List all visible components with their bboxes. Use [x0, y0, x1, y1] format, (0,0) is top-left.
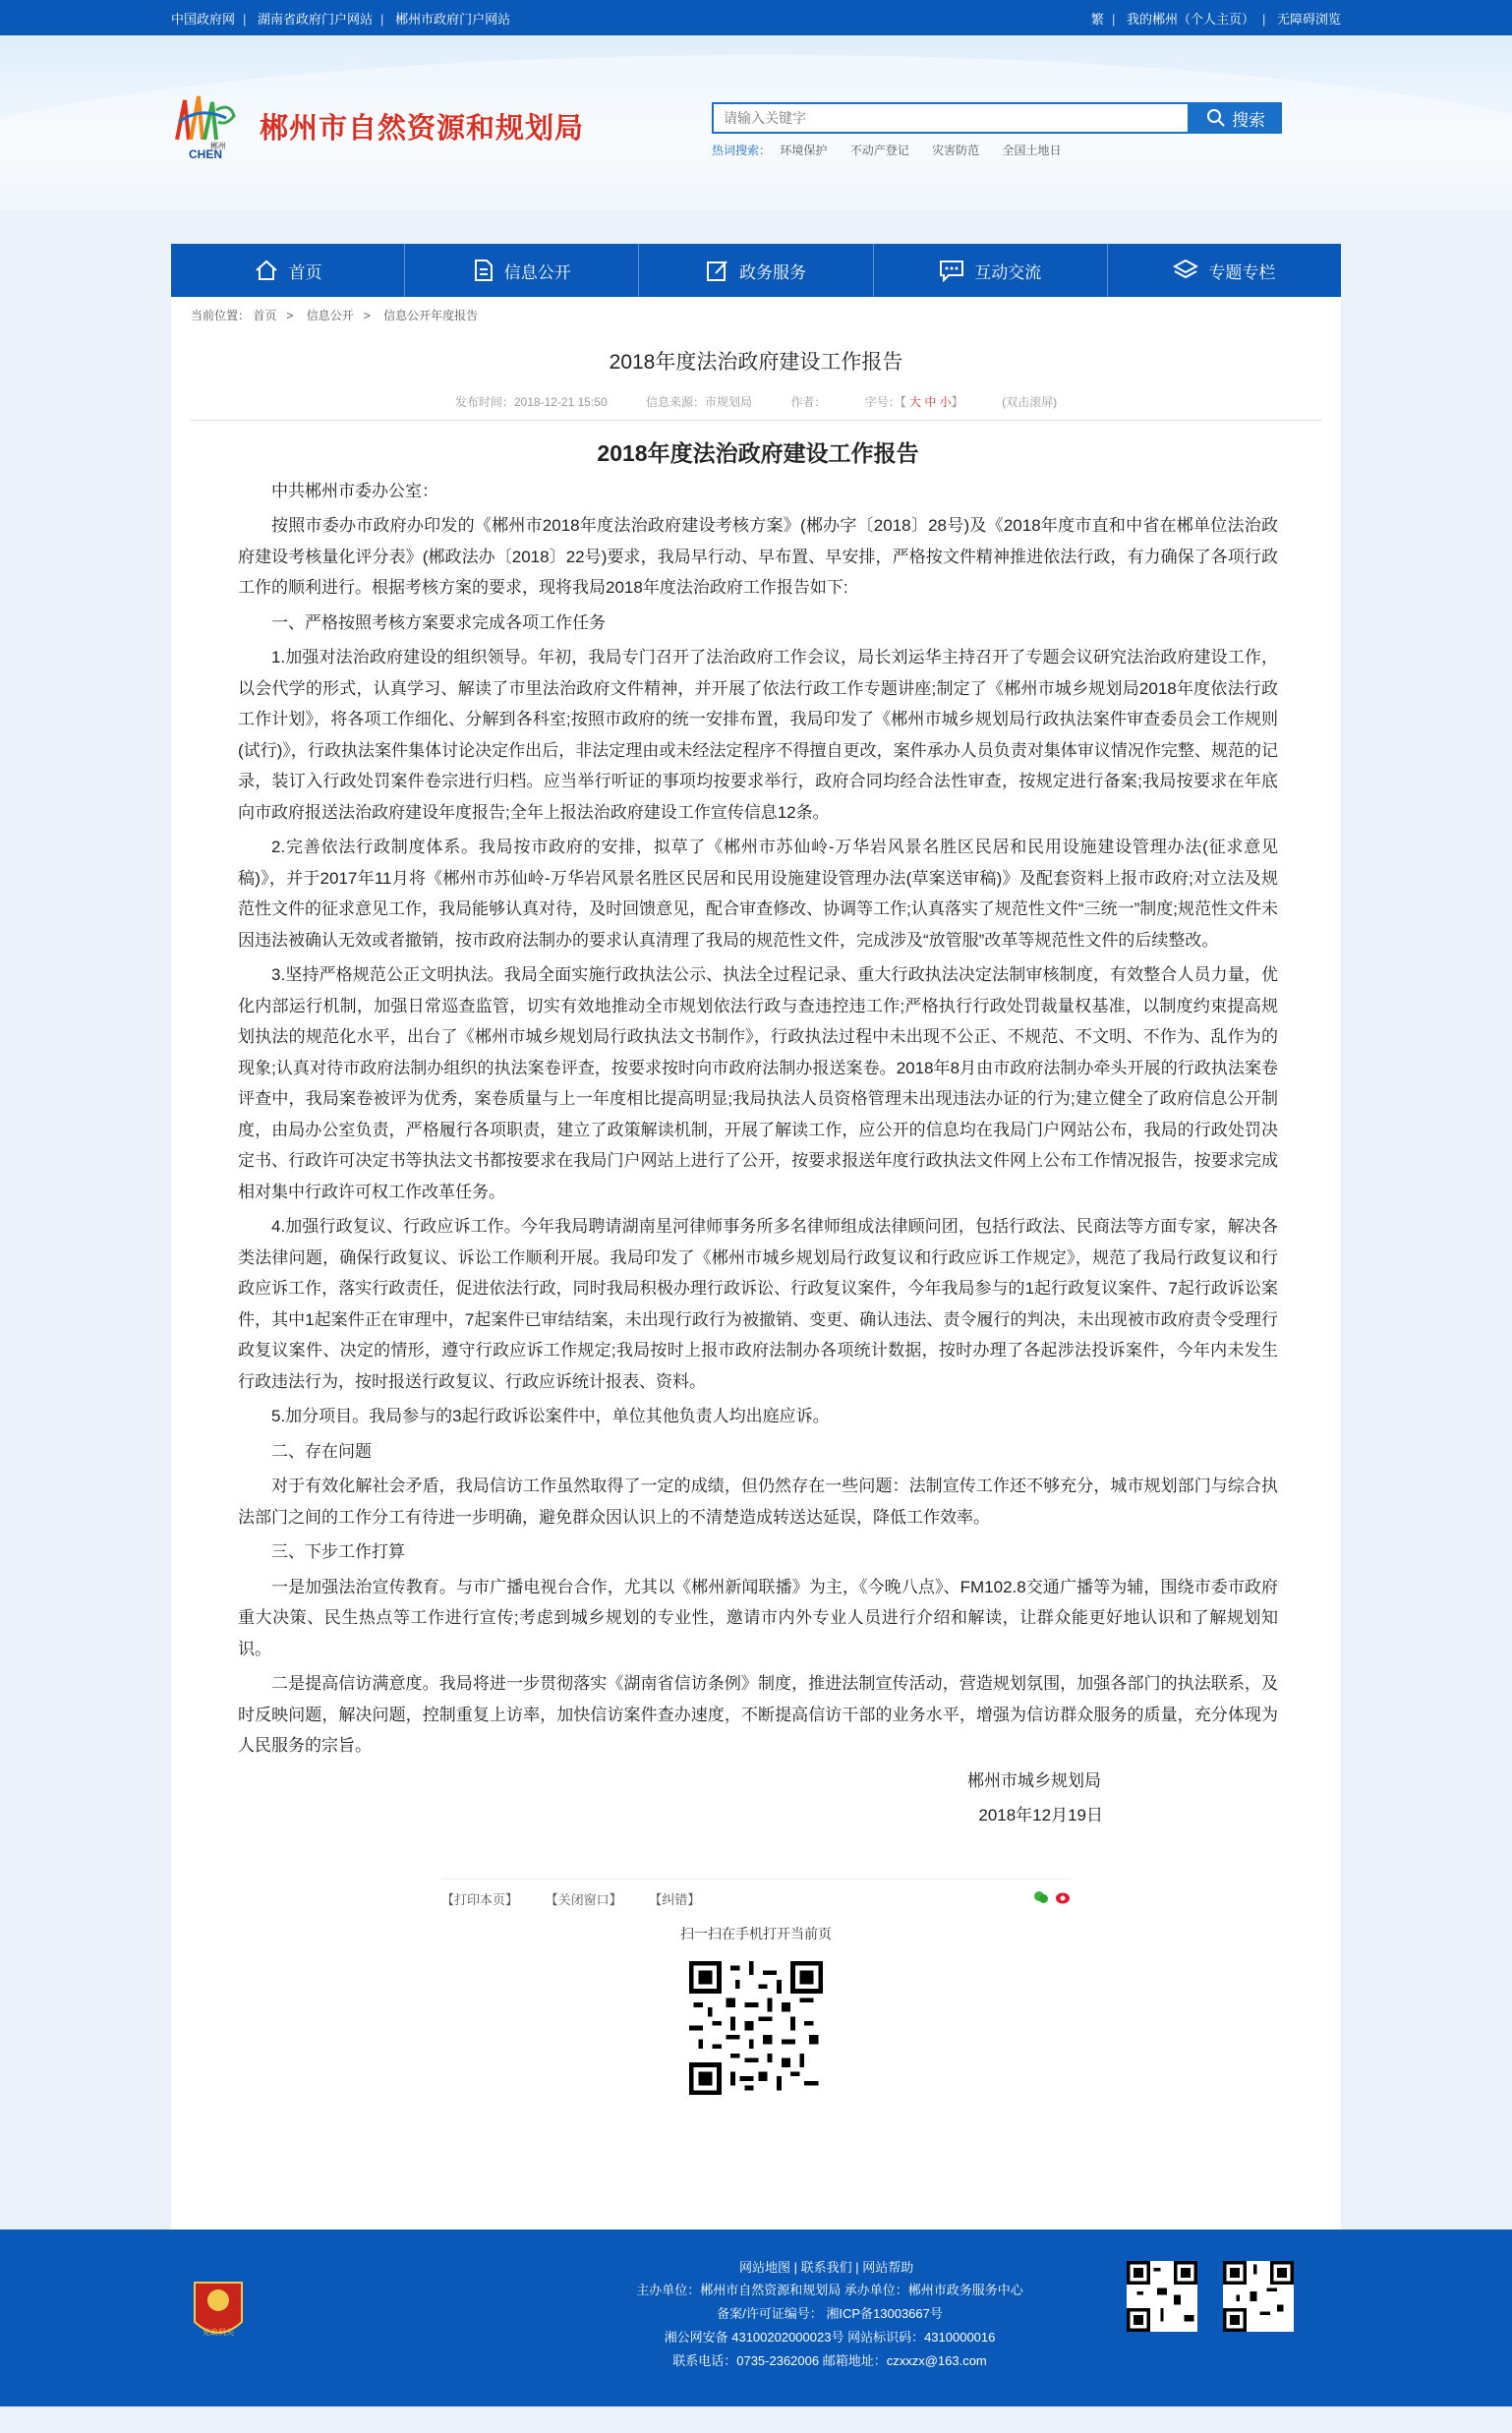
footer-qr-code — [1127, 2261, 1197, 2332]
article-heading: 2018年度法治政府建设工作报告 — [597, 440, 919, 466]
svg-text:党政机关: 党政机关 — [203, 2328, 234, 2337]
top-bar — [0, 0, 1512, 35]
article-tools — [441, 1879, 1071, 1908]
hot-word[interactable]: 全国土地日 — [1002, 144, 1062, 157]
article-paragraph: 5.加分项目。我局参与的3起行政诉讼案件中，单位其他负责人均出庭应诉。 — [271, 1407, 830, 1425]
footer-qr-code — [1223, 2261, 1294, 2332]
document-icon — [473, 259, 494, 282]
weibo-share-icon[interactable] — [1055, 1889, 1071, 1905]
breadcrumb-label: 当前位置： — [191, 309, 251, 322]
publish-time: 发布时间：2018-12-21 15:50 — [454, 395, 608, 409]
font-small-button[interactable]: 小 — [939, 395, 952, 409]
search-input[interactable] — [712, 102, 1190, 134]
page-title: 2018年度法治政府建设工作报告 — [609, 351, 903, 374]
hot-word[interactable]: 不动产登记 — [849, 144, 909, 157]
edit-icon — [706, 259, 729, 282]
link-hunan-gov[interactable]: 湖南省政府门户网站 — [258, 11, 374, 27]
footer-host: 主办单位：郴州市自然资源和规划局 承办单位：郴州市政务服务中心 — [636, 2283, 1023, 2297]
font-mid-button[interactable]: 中 — [924, 395, 937, 409]
link-gov-cn[interactable]: 中国政府网 — [171, 11, 236, 27]
font-big-button[interactable]: 大 — [909, 395, 922, 409]
main-content — [171, 297, 1341, 2317]
font-size-label: 字号： — [864, 395, 901, 409]
footer-links[interactable]: 网站地图 | 联系我们 | 网站帮助 — [739, 2260, 914, 2275]
nav-interaction-label: 互动交流 — [974, 262, 1042, 282]
article-paragraph: 一、严格按照考核方案要求完成各项工作任务 — [271, 612, 606, 632]
close-window-button[interactable]: 【关闭窗口】 — [545, 1891, 622, 1907]
nav-services-label: 政务服务 — [739, 262, 806, 282]
breadcrumb-report[interactable]: 信息公开年度报告 — [383, 309, 479, 322]
svg-text:郴州: 郴州 — [210, 142, 226, 150]
article-paragraph: 3.坚持严格规范公正文明执法。我局全面实施行政执法公示、执法全过程记录、重大行政执法决定法制审核制度，有效整合人员力量，优化内部运行机制，加强日常巡查监管，切实有效地推动全市规划依法行政与查违控违工作;严格执行行政处罚裁量权基准，以制度约束提高规划执法的规范化水平，出台了《郴州市城乡规划局行政执法文书制作》，行政执法过程中未出现不公正、不规范、不文明、不作为、乱作为的现象;认真对待市政府法制办组织的执法案卷评查，按要求按时向市政府法制办报送案卷。2018年8月由市政府法制办牵头开展的行政执法案卷评查中，我局案卷被评为优秀，案卷质量与上一年度相比提高明显;我局执法人员资格管理未出现违法办证的行为;建立健全了政府信息公开制度，由局办公室负责，严格履行各项职责，建立了政策解读机制，开展了解读工作，应公开的信息均在我局门户网站公布，我局的行政处罚决定书、行政许可决定书等执法文书都按要求在我局门户网站上进行了公开，按要求报送年度行政执法文件网上公布工作情况报告，按要求完成相对集中行政许可权工作改革任务。 — [238, 965, 1278, 1201]
article-paragraph: 4.加强行政复议、行政应诉工作。今年我局聘请湖南星河律师事务所多名律师组成法律顾问团，包括行政法、民商法等方面专家，解决各类法律问题，确保行政复议、诉讼工作顺利开展。我局印发了《郴州市城乡规划局行政复议和行政应诉工作规定》，规范了我局行政复议和行政应诉工作，落实行政责任，促进依法行政，同时我局积极办理行政诉讼、行政复议案件，今年我局参与的1起行政复议案件、7起行政诉讼案件，其中1起案件正在审理中，7起案件已审结结案，未出现行政行为被撤销、变更、确认违法、责令履行的判决，未出现被市政府责令受理行政复议案件、决定的情形，遵守行政应诉工作规定;我局按时上报市政府法制办各项统计数据，按时办理了各起涉法投诉案件，今年内未发生行政违法行为，按时报送行政复议、行政应诉统计报表、资料。 — [238, 1217, 1278, 1391]
article-body — [191, 438, 1321, 1831]
nav-home-label: 首页 — [288, 262, 322, 282]
site-logo[interactable] — [171, 92, 584, 159]
header — [0, 35, 1512, 210]
search-button[interactable] — [1190, 102, 1282, 134]
author: 作者： — [790, 395, 827, 409]
signature-date: 2018年12月19日 — [978, 1806, 1103, 1825]
layers-icon — [1173, 259, 1198, 282]
nav-info-public[interactable] — [405, 244, 639, 297]
site-title: 郴州市自然资源和规划局 — [260, 112, 585, 145]
link-traditional[interactable]: 繁 — [1090, 11, 1104, 27]
svg-text:CHEN: CHEN — [189, 147, 223, 159]
page-qr-code — [689, 1961, 823, 2095]
footer — [0, 2230, 1512, 2406]
top-links-left: 中国政府网 | 湖南省政府门户网站 | 郴州市政府门户网站 — [171, 11, 511, 27]
dblclick-scroll: (双击滚屏) — [1002, 395, 1058, 409]
footer-icp: 备案/许可证编号： 湘ICP备13003667号 — [717, 2306, 943, 2321]
link-chenzhou-gov[interactable]: 郴州市政府门户网站 — [395, 11, 511, 27]
hot-word[interactable]: 灾害防范 — [932, 144, 980, 157]
article-paragraph: 二是提高信访满意度。我局将进一步贯彻落实《湖南省信访条例》制度，推进法制宣传活动，营造规划氛围，加强各部门的执法联系，及时反映问题，解决问题，控制重复上访率，加快信访案件查办速度，不断提高信访干部的业务水平，增强为信访群众服务的质量，充分体现为人民服务的宗旨。 — [238, 1674, 1278, 1755]
nav-info-public-label: 信息公开 — [503, 262, 571, 282]
article-paragraph: 一是加强法治宣传教育。与市广播电视台合作，尤其以《郴州新闻联播》为主，《今晚八点》、FM102.8交通广播等为辅，围绕市委市政府重大决策、民生热点等工作进行宣传;考虑到城乡规划的专业性，邀请市内外专业人员进行介绍和解读，让群众能更好地认识和了解规划知识。 — [238, 1577, 1278, 1658]
wechat-share-icon[interactable] — [1033, 1889, 1049, 1905]
gov-badge[interactable] — [191, 2279, 246, 2344]
article-meta — [191, 393, 1321, 421]
link-accessibility[interactable]: 无障碍浏览 — [1276, 11, 1341, 27]
breadcrumb-info[interactable]: 信息公开 — [306, 309, 354, 322]
search-icon — [1206, 108, 1226, 128]
hot-word[interactable]: 环境保护 — [780, 144, 828, 157]
nav-services[interactable] — [639, 244, 873, 297]
article-paragraph: 对于有效化解社会矛盾，我局信访工作虽然取得了一定的成绩，但仍然存在一些问题：法制宣传工作还不够充分，城市规划部门与综合执法部门之间的工作分工有待进一步明确，避免群众因认识上的不清楚造成转送达延误，降低工作效率。 — [238, 1477, 1278, 1527]
bottom-strip — [0, 2406, 1512, 2433]
print-button[interactable]: 【打印本页】 — [441, 1891, 519, 1907]
chat-icon — [939, 259, 964, 282]
breadcrumb-home[interactable]: 首页 — [253, 309, 277, 322]
footer-info — [623, 2279, 1036, 2373]
report-error-button[interactable]: 【纠错】 — [649, 1891, 701, 1907]
search-area — [712, 102, 1282, 158]
nav-topics-label: 专题专栏 — [1208, 262, 1276, 282]
font-size-control: 字号：【 大 中 小】 — [864, 395, 967, 409]
article-paragraph: 按照市委办市政府办印发的《郴州市2018年度法治政府建设考核方案》(郴办字〔2018〕28号)及《2018年度市直和中省在郴单位法治政府建设考核量化评分表》(郴政法办〔2018〕22号)要求，我局早行动、早布置、早安排，严格按文件精神推进依法行政，有力确保了各项行政工作的顺利进行。根据考核方案的要求，现将我局2018年度法治政府工作报告如下: — [238, 516, 1278, 597]
info-source: 信息来源：市规划局 — [645, 395, 752, 409]
article-paragraph: 二、存在问题 — [271, 1441, 372, 1461]
link-my-chenzhou[interactable]: 我的郴州（个人主页） — [1126, 11, 1254, 27]
article-paragraph: 1.加强对法治政府建设的组织领导。年初，我局专门召开了法治政府工作会议，局长刘运华主持召开了专题会议研究法治政府建设工作，以会代学的形式，认真学习、解读了市里法治政府文件精神，并开展了依法行政工作专题讲座;制定了《郴州市城乡规划局2018年度依法行政工作计划》，将各项工作细化、分解到各科室;按照市政府的统一安排布置，我局印发了《郴州市城乡规划局行政执法案件审查委员会工作规则(试行)》，行政执法案件集体讨论决定作出后，非法定理由或未经法定程序不得擅自更改，案件承办人员负责对集体审议情况作完整、规范的记录，装订入行政处罚案件卷宗进行归档。应当举行听证的事项均按要求举行，政府合同均经合法性审查，按规定进行备案;我局按要求在年底向市政府报送法治政府建设年度报告;全年上报法治政府建设工作宣传信息12条。 — [238, 648, 1278, 822]
nav-topics[interactable] — [1108, 244, 1341, 297]
footer-police: 湘公网安备 43100202000023号 网站标识码：4310000016 — [664, 2330, 996, 2345]
breadcrumb: 当前位置： 首页 > 信息公开 > 信息公开年度报告 — [191, 309, 479, 322]
hot-words — [712, 142, 1282, 158]
nav-interaction[interactable] — [874, 244, 1108, 297]
home-icon — [254, 259, 279, 282]
hot-words-label: 热词搜索： — [712, 144, 772, 157]
article-paragraph: 2.完善依法行政制度体系。我局按市政府的安排，拟草了《郴州市苏仙岭-万华岩风景名胜区民居和民用设施建设管理办法(征求意见稿)》，并于2017年11月将《郴州市苏仙岭-万华岩风景名胜区民居和民用设施建设管理办法(草案送审稿)》及配套资料上报市政府;对立法及规范性文件的征求意见工作，我局能够认真对待，及时回馈意见，配合审查修改、协调等工作;认真落实了规范性文件“三统一”制度;规范性文件未因违法被确认无效或者撤销，按市政府法制办的要求认真清理了我局的规范性文件，完成涉及“放管服”改革等规范性文件的后续整改。 — [238, 838, 1278, 950]
qr-caption: 扫一扫在手机打开当前页 — [680, 1925, 832, 1941]
search-button-label: 搜索 — [1232, 110, 1265, 130]
article-paragraph: 三、下步工作打算 — [271, 1542, 405, 1561]
footer-contact: 联系电话：0735-2362006 邮箱地址：czxxzx@163.com — [672, 2353, 987, 2368]
main-nav — [171, 244, 1341, 297]
logo-mark — [171, 92, 252, 159]
article-paragraph: 中共郴州市委办公室： — [271, 481, 438, 500]
top-links-right: 繁 | 我的郴州（个人主页） | 无障碍浏览 — [1090, 11, 1341, 27]
nav-home[interactable] — [171, 244, 405, 297]
signature-org: 郴州市城乡规划局 — [967, 1770, 1101, 1790]
